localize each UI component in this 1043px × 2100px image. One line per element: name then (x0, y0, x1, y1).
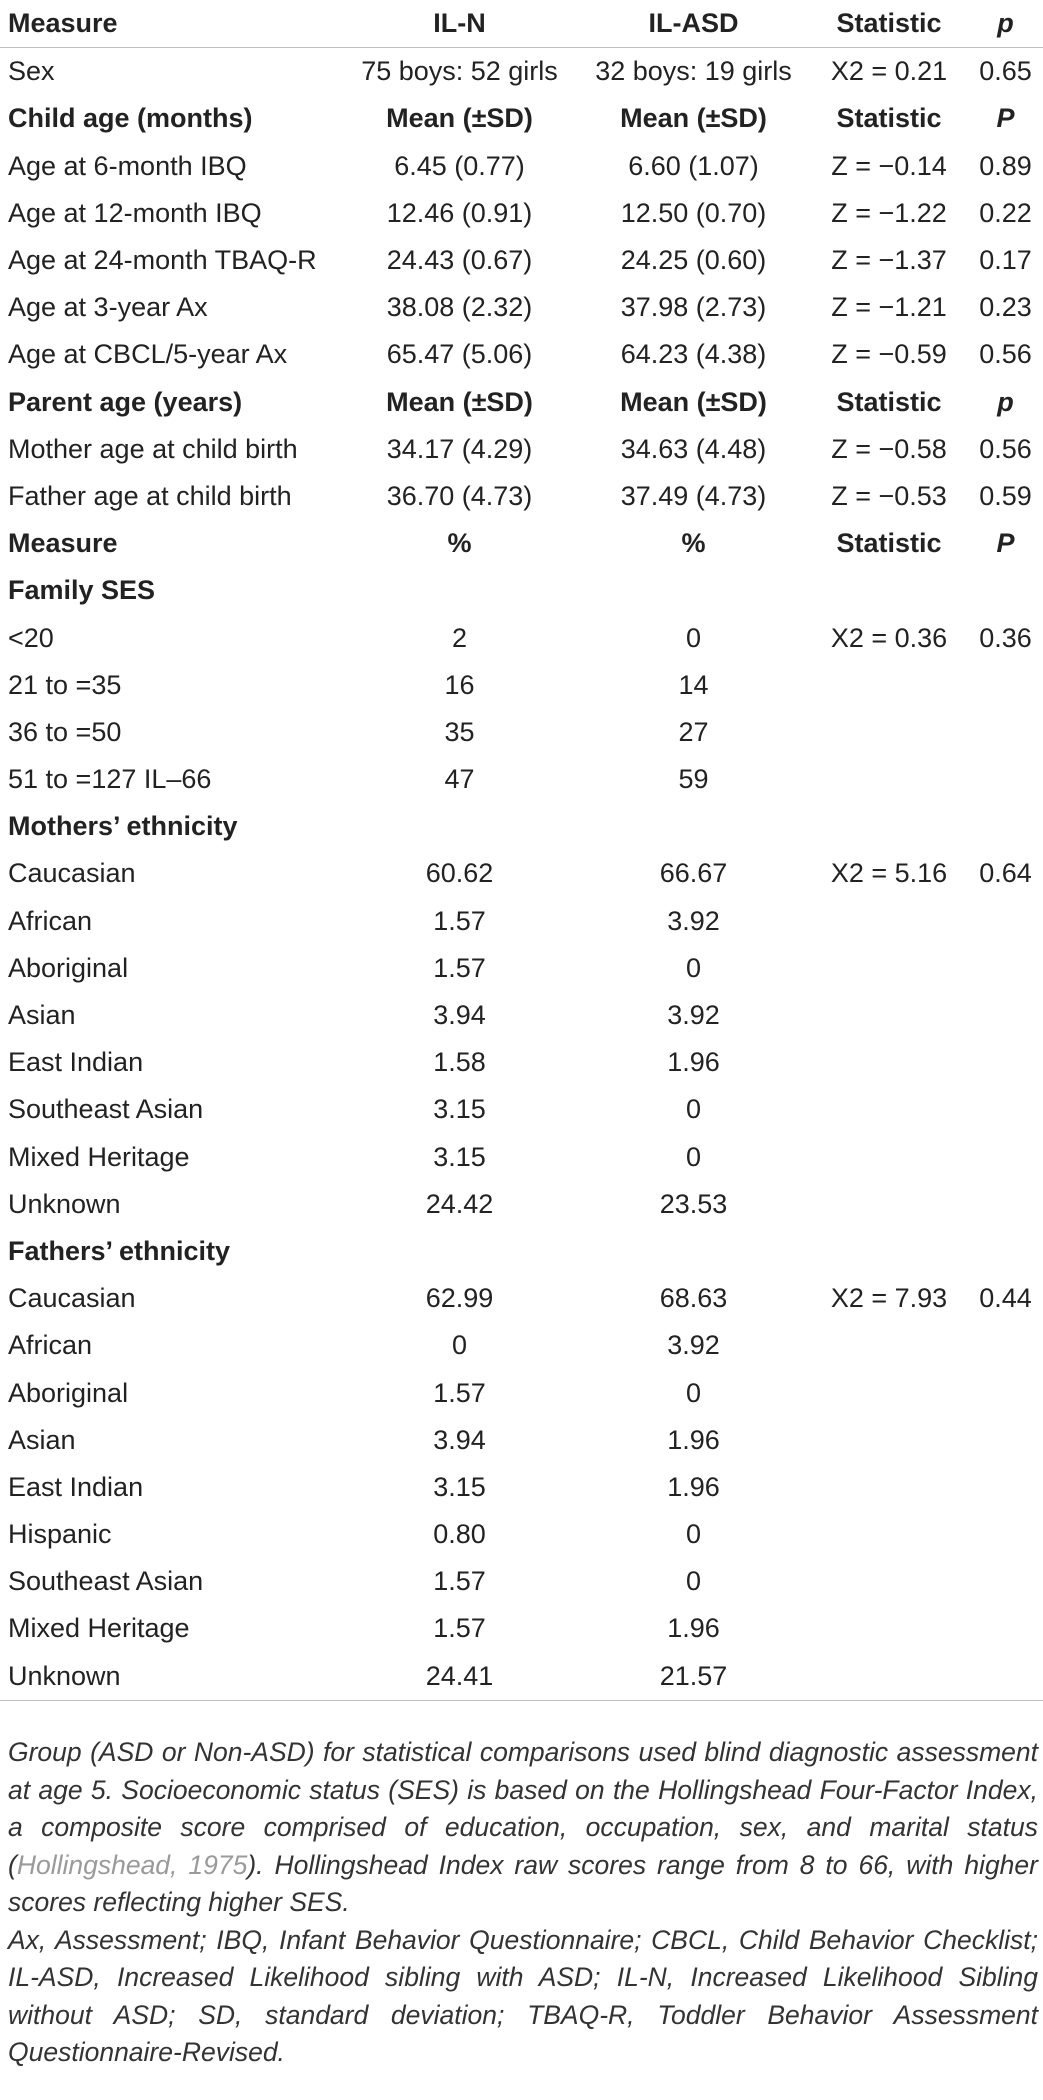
cell-statistic: Z = −0.14 (831, 150, 947, 181)
cell-il-n: 1.57 (433, 952, 486, 983)
cell-il-asd: 66.67 (659, 858, 728, 889)
cell-il-asd: 0 (685, 1094, 702, 1125)
cell-p (968, 756, 1043, 803)
cell-il-n (342, 803, 577, 850)
cell-measure: Father age at child birth (8, 480, 292, 511)
cell-p: 0.56 (979, 433, 1032, 464)
abbreviations-note: Ax, Assessment; IBQ, Infant Behavior Questionnaire; CBCL, Child Behavior Checklist; IL-ASD, Increased Likelihood sibling with ASD; IL-N, Increased Likelihood Sibling without ASD; SD, standard deviation; TBAQ-R, Toddler Behavior Assessment Questionnaire-Revised. (8, 1924, 1038, 2067)
cell-statistic (810, 1322, 968, 1369)
cell-statistic (810, 1086, 968, 1133)
table-footnote (8, 1734, 1038, 2072)
cell-il-n: 36.70 (4.73) (386, 480, 533, 511)
cell-measure: Mixed Heritage (8, 1613, 190, 1644)
cell-p: 0.59 (979, 480, 1032, 511)
cell-p (968, 1605, 1043, 1652)
cell-measure: Caucasian (8, 858, 136, 889)
cell-il-n: 3.94 (433, 1424, 486, 1455)
table-row (0, 1558, 1043, 1605)
p-label: P (996, 103, 1015, 134)
cell-measure: Age at 12-month IBQ (8, 197, 262, 228)
footnote-text: Group (ASD or Non-ASD) for statistical comparisons used blind diagnostic assessment at age 5. Socioeconomic status (SES) is based on the Hollingshead Four-Factor Index, a composite score comprised of education, occupation, sex, and marital status ( (8, 1737, 1038, 1880)
cell-il-asd: 27 (678, 716, 709, 747)
cell-p: 0.56 (979, 339, 1032, 370)
table-row (0, 850, 1043, 897)
cell-il-n: 6.45 (0.77) (394, 150, 525, 181)
cell-statistic (810, 1039, 968, 1086)
table-row (0, 1605, 1043, 1652)
cell-measure: 21 to =35 (8, 669, 122, 700)
p-label: p (997, 386, 1014, 417)
cell-statistic: Z = −0.58 (831, 433, 947, 464)
table-body (0, 48, 1043, 1701)
cell-il-asd: 14 (678, 669, 709, 700)
table-row (0, 898, 1043, 945)
table-row (0, 945, 1043, 992)
cell-p (968, 1417, 1043, 1464)
cell-il-n: 3.94 (433, 1000, 486, 1031)
cell-il-asd: 12.50 (0.70) (620, 197, 767, 228)
cell-measure: Aboriginal (8, 1377, 129, 1408)
cell-statistic (810, 1605, 968, 1652)
cell-p: 0.64 (979, 858, 1032, 889)
cell-il-n: 47 (444, 764, 475, 795)
cell-p: 0.65 (968, 48, 1043, 96)
cell-p (968, 1558, 1043, 1605)
cell-il-asd: 1.96 (667, 1424, 720, 1455)
cell-p (968, 1322, 1043, 1369)
cell-il-n: 65.47 (5.06) (386, 339, 533, 370)
cell-il-asd: 1.96 (667, 1471, 720, 1502)
cell-il-asd (577, 803, 810, 850)
cell-measure: East Indian (8, 1047, 144, 1078)
cell-il-n: 0.80 (433, 1519, 486, 1550)
cell-il-n: 1.57 (433, 1613, 486, 1644)
cell-statistic (810, 1558, 968, 1605)
cell-il-asd: Mean (±SD) (620, 386, 767, 417)
cell-statistic (810, 803, 968, 850)
cell-il-n: 16 (444, 669, 475, 700)
cell-il-n: 0 (451, 1330, 468, 1361)
cell-p (968, 379, 1043, 426)
cell-measure: 36 to =50 (8, 716, 122, 747)
header-il-n: IL-N (433, 8, 486, 39)
cell-p (968, 1369, 1043, 1416)
cell-measure: Unknown (0, 1653, 342, 1701)
cell-measure: Age at 24-month TBAQ-R (8, 245, 317, 276)
cell-il-n: 2 (451, 622, 468, 653)
header-measure: Measure (8, 8, 118, 39)
cell-statistic (810, 1228, 968, 1275)
cell-statistic (810, 1181, 968, 1228)
cell-il-n: 1.58 (433, 1047, 486, 1078)
cell-il-asd: 0 (685, 952, 702, 983)
cell-il-asd: 0 (685, 1377, 702, 1408)
cell-measure: Age at CBCL/5-year Ax (8, 339, 288, 370)
cell-p (968, 567, 1043, 614)
cell-il-n: 3.15 (433, 1471, 486, 1502)
cell-p (968, 709, 1043, 756)
cell-il-asd: 1.96 (667, 1613, 720, 1644)
cell-statistic (810, 1134, 968, 1181)
cell-statistic (810, 1369, 968, 1416)
table-row (0, 992, 1043, 1039)
cell-p (968, 662, 1043, 709)
table-row (0, 143, 1043, 190)
cell-il-n: 62.99 (425, 1283, 494, 1314)
table-row (0, 1511, 1043, 1558)
cell-statistic (810, 567, 968, 614)
header-il-asd: IL-ASD (648, 8, 739, 39)
table-row (0, 709, 1043, 756)
cell-p: 0.17 (979, 245, 1032, 276)
p-label: P (996, 528, 1015, 559)
table-row (0, 662, 1043, 709)
table-row (0, 48, 1043, 96)
cell-il-asd (577, 567, 810, 614)
cell-statistic: X2 = 0.36 (830, 622, 948, 653)
cell-il-n (342, 567, 577, 614)
table-row (0, 1134, 1043, 1181)
cell-il-n: 24.43 (0.67) (386, 245, 533, 276)
cell-statistic (810, 898, 968, 945)
cell-il-n: 3.15 (433, 1141, 486, 1172)
section-row (0, 1228, 1043, 1275)
cell-il-n: 34.17 (4.29) (386, 433, 533, 464)
cell-il-n: 24.42 (425, 1188, 494, 1219)
header-p: p (997, 8, 1014, 39)
cell-p (968, 803, 1043, 850)
cell-measure: Measure (8, 528, 118, 559)
cell-il-asd: 34.63 (4.48) (620, 433, 767, 464)
table-row (0, 426, 1043, 473)
cell-p (968, 1039, 1043, 1086)
cell-il-asd: Mean (±SD) (620, 103, 767, 134)
table-row (0, 1275, 1043, 1322)
cell-measure: Aboriginal (8, 952, 129, 983)
cell-il-n (342, 1228, 577, 1275)
cell-measure: Mixed Heritage (8, 1141, 190, 1172)
cell-p: 0.22 (979, 197, 1032, 228)
cell-il-asd: 32 boys: 19 girls (577, 48, 810, 96)
cell-il-asd: 1.96 (667, 1047, 720, 1078)
table-row (0, 1181, 1043, 1228)
cell-measure: Asian (8, 1424, 76, 1455)
table-row (0, 1086, 1043, 1133)
cell-il-asd: 21.57 (577, 1653, 810, 1701)
cell-il-n: 75 boys: 52 girls (342, 48, 577, 96)
cell-statistic: X2 = 5.16 (830, 858, 948, 889)
cell-measure: Unknown (8, 1188, 121, 1219)
cell-measure: Mothers’ ethnicity (8, 811, 238, 842)
cell-il-asd: 24.25 (0.60) (620, 245, 767, 276)
cell-statistic: Statistic (836, 386, 942, 417)
cell-il-n: 12.46 (0.91) (386, 197, 533, 228)
table-row (0, 190, 1043, 237)
table-row (0, 614, 1043, 661)
cell-statistic: Z = −1.22 (831, 197, 947, 228)
cell-measure: <20 (8, 622, 54, 653)
cell-p (968, 1464, 1043, 1511)
cell-measure: Hispanic (8, 1519, 112, 1550)
cell-il-asd (577, 1228, 810, 1275)
cell-il-n: 38.08 (2.32) (386, 292, 533, 323)
cell-p (968, 520, 1043, 567)
cell-il-asd: 3.92 (667, 1000, 720, 1031)
cell-p (968, 992, 1043, 1039)
cell-il-asd: 23.53 (659, 1188, 728, 1219)
cell-il-asd: 0 (685, 1141, 702, 1172)
cell-statistic: Z = −0.53 (831, 480, 947, 511)
section-row (0, 803, 1043, 850)
cell-statistic (810, 1417, 968, 1464)
cell-measure: Asian (8, 1000, 76, 1031)
cell-p (968, 1228, 1043, 1275)
cell-statistic (810, 1653, 968, 1701)
footnote-text-end: ). Hollingshead Index raw scores range from 8 to 66, with higher scores reflecting higher SES. (8, 1849, 1038, 1917)
cell-il-asd: 0 (685, 622, 702, 653)
section-row (0, 567, 1043, 614)
cell-measure: Southeast Asian (8, 1566, 204, 1597)
cell-statistic: X2 = 7.93 (830, 1283, 948, 1314)
cell-statistic (810, 709, 968, 756)
cell-statistic: X2 = 0.21 (810, 48, 968, 96)
cell-il-n: Mean (±SD) (386, 386, 533, 417)
cell-il-n: 24.41 (342, 1653, 577, 1701)
cell-il-n: Mean (±SD) (386, 103, 533, 134)
header-statistic: Statistic (836, 8, 942, 39)
cell-measure: Family SES (8, 575, 156, 606)
cell-il-asd: 0 (685, 1519, 702, 1550)
cell-statistic: Z = −1.37 (831, 245, 947, 276)
cell-p (968, 898, 1043, 945)
cell-p (968, 1653, 1043, 1701)
cell-il-asd: 59 (678, 764, 709, 795)
cell-il-asd: % (681, 528, 706, 559)
cell-measure: Parent age (years) (8, 386, 243, 417)
cell-p (968, 95, 1043, 142)
table-row (0, 1322, 1043, 1369)
table-row (0, 1039, 1043, 1086)
cell-measure: Age at 3-year Ax (8, 292, 208, 323)
cell-il-n: % (447, 528, 472, 559)
cell-il-asd: 3.92 (667, 1330, 720, 1361)
cell-measure: Caucasian (8, 1283, 136, 1314)
cell-il-n: 1.57 (433, 1377, 486, 1408)
subheader-row (0, 379, 1043, 426)
cell-measure: Mother age at child birth (8, 433, 298, 464)
cell-p (968, 1511, 1043, 1558)
cell-measure: Child age (months) (8, 103, 253, 134)
cell-il-asd: 0 (685, 1566, 702, 1597)
cell-measure: African (8, 905, 93, 936)
cell-statistic: Z = −1.21 (831, 292, 947, 323)
cell-il-asd: 37.98 (2.73) (620, 292, 767, 323)
table-row (0, 1653, 1043, 1701)
cell-il-asd: 37.49 (4.73) (620, 480, 767, 511)
cell-measure: East Indian (8, 1471, 144, 1502)
cell-statistic (810, 756, 968, 803)
cell-measure: 51 to =127 IL–66 (8, 764, 212, 795)
cell-p: 0.23 (979, 292, 1032, 323)
cell-il-n: 60.62 (425, 858, 494, 889)
cell-p (968, 1181, 1043, 1228)
subheader-row (0, 95, 1043, 142)
cell-il-asd: 64.23 (4.38) (620, 339, 767, 370)
cell-il-asd: 6.60 (1.07) (628, 150, 759, 181)
table-header-row (0, 0, 1043, 48)
table-row (0, 473, 1043, 520)
cell-il-asd: 68.63 (659, 1283, 728, 1314)
cell-p (968, 1134, 1043, 1181)
cell-p (968, 1086, 1043, 1133)
cell-il-n: 35 (444, 716, 475, 747)
cell-il-asd: 3.92 (667, 905, 720, 936)
cell-measure: Sex (0, 48, 342, 96)
table-row (0, 331, 1043, 378)
cell-statistic (810, 945, 968, 992)
cell-statistic (810, 662, 968, 709)
cell-statistic (810, 992, 968, 1039)
citation-link[interactable]: Hollingshead, 1975 (16, 1849, 248, 1880)
cell-measure: Fathers’ ethnicity (8, 1235, 231, 1266)
cell-statistic (810, 1511, 968, 1558)
cell-il-n: 1.57 (433, 905, 486, 936)
cell-statistic: Statistic (836, 103, 942, 134)
cell-measure: Southeast Asian (8, 1094, 204, 1125)
table-row (0, 237, 1043, 284)
cell-statistic: Z = −0.59 (831, 339, 947, 370)
table-row (0, 1369, 1043, 1416)
cell-measure: African (8, 1330, 93, 1361)
cell-statistic: Statistic (836, 528, 942, 559)
cell-il-n: 1.57 (433, 1566, 486, 1597)
cell-p: 0.89 (979, 150, 1032, 181)
cell-p (968, 945, 1043, 992)
table-row (0, 756, 1043, 803)
table-row (0, 1417, 1043, 1464)
cell-il-n: 3.15 (433, 1094, 486, 1125)
subheader-row (0, 520, 1043, 567)
cell-measure: Age at 6-month IBQ (8, 150, 247, 181)
cell-p: 0.36 (979, 622, 1032, 653)
table-row (0, 284, 1043, 331)
cell-p: 0.44 (979, 1283, 1032, 1314)
table-row (0, 1464, 1043, 1511)
cell-statistic (810, 1464, 968, 1511)
